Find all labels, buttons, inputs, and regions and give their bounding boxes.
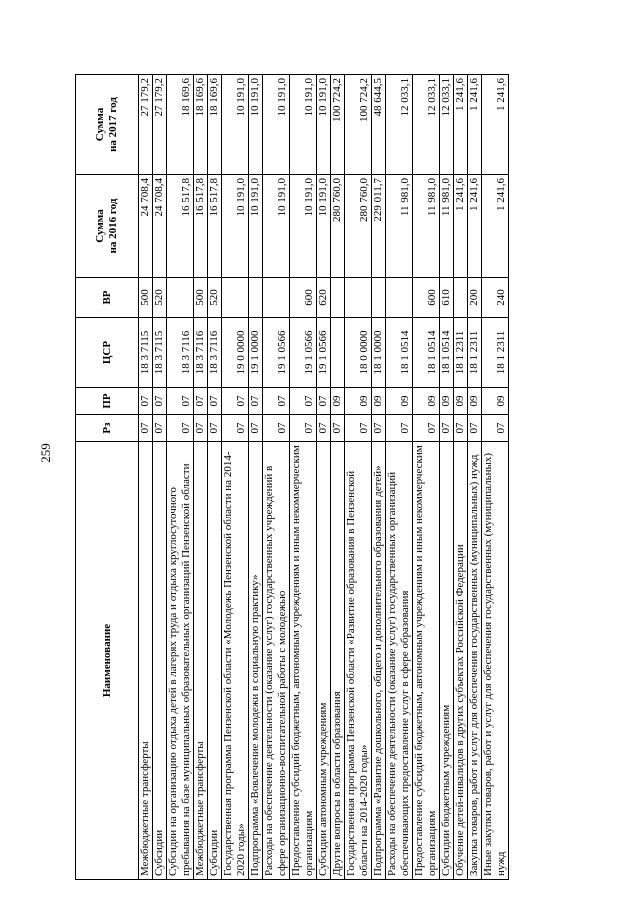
cell-csr: 18 1 0514 bbox=[413, 318, 440, 388]
cell-sum-2017: 27 179,2 bbox=[139, 75, 153, 175]
cell-rz: 07 bbox=[331, 415, 345, 442]
cell-csr: 18 1 0514 bbox=[386, 318, 413, 388]
budget-table bbox=[75, 74, 509, 880]
cell-pr: 07 bbox=[167, 388, 194, 415]
table-row bbox=[317, 75, 331, 880]
cell-sum-2016: 16 517,8 bbox=[167, 175, 194, 278]
cell-pr: 09 bbox=[331, 388, 345, 415]
cell-pr: 07 bbox=[194, 388, 208, 415]
cell-name: Подпрограмма «Вовлечение молодежи в социальную практику» bbox=[249, 442, 263, 880]
cell-vr: 610 bbox=[440, 278, 454, 318]
table-header-row bbox=[76, 75, 139, 880]
header-csr: ЦСР bbox=[76, 318, 139, 388]
cell-sum-2017: 18 169,6 bbox=[194, 75, 208, 175]
cell-name: Межбюджетные трансферты bbox=[194, 442, 208, 880]
cell-csr: 19 1 0566 bbox=[263, 318, 290, 388]
cell-name: Межбюджетные трансферты bbox=[139, 442, 153, 880]
cell-vr: 520 bbox=[153, 278, 167, 318]
cell-vr: 500 bbox=[139, 278, 153, 318]
cell-pr: 07 bbox=[153, 388, 167, 415]
cell-pr: 07 bbox=[139, 388, 153, 415]
cell-sum-2017: 10 191,0 bbox=[317, 75, 331, 175]
cell-rz: 07 bbox=[263, 415, 290, 442]
cell-csr: 19 1 0566 bbox=[290, 318, 317, 388]
header-pr: ПР bbox=[76, 388, 139, 415]
header-sum-2016: Сумма на 2016 год bbox=[76, 175, 139, 278]
cell-sum-2017: 48 644,5 bbox=[372, 75, 386, 175]
cell-name: Предоставление субсидий бюджетным, автономным учреждениям и иным некоммерческим организациям bbox=[290, 442, 317, 880]
cell-vr: 620 bbox=[317, 278, 331, 318]
cell-csr: 18 1 0514 bbox=[440, 318, 454, 388]
cell-rz: 07 bbox=[482, 415, 509, 442]
cell-sum-2017: 10 191,0 bbox=[222, 75, 249, 175]
cell-sum-2017: 100 724,2 bbox=[345, 75, 372, 175]
cell-sum-2017: 12 033,1 bbox=[440, 75, 454, 175]
cell-csr: 18 1 2311 bbox=[468, 318, 482, 388]
header-rz: Рз bbox=[76, 415, 139, 442]
cell-sum-2016: 10 191,0 bbox=[317, 175, 331, 278]
cell-vr: 200 bbox=[468, 278, 482, 318]
cell-rz: 07 bbox=[194, 415, 208, 442]
cell-sum-2017: 10 191,0 bbox=[290, 75, 317, 175]
cell-rz: 07 bbox=[468, 415, 482, 442]
page-number: 259 bbox=[38, 443, 53, 463]
table-row bbox=[440, 75, 454, 880]
table-row bbox=[249, 75, 263, 880]
cell-name: Другие вопросы в области образования bbox=[331, 442, 345, 880]
cell-csr: 19 0 0000 bbox=[222, 318, 249, 388]
cell-pr: 09 bbox=[413, 388, 440, 415]
cell-name: Подпрограмма «Развитие дошкольного, общего и дополнительного образования детей» bbox=[372, 442, 386, 880]
cell-sum-2017: 1 241,6 bbox=[468, 75, 482, 175]
cell-csr: 18 1 2311 bbox=[454, 318, 468, 388]
cell-pr: 07 bbox=[222, 388, 249, 415]
table-row bbox=[413, 75, 440, 880]
cell-name: Государственная программа Пензенской области «Молодежь Пензенской области на 2014-2020 годы» bbox=[222, 442, 249, 880]
header-name: Наименование bbox=[76, 442, 139, 880]
cell-sum-2017: 1 241,6 bbox=[482, 75, 509, 175]
table-row bbox=[167, 75, 194, 880]
cell-vr: 600 bbox=[290, 278, 317, 318]
cell-sum-2016: 10 191,0 bbox=[222, 175, 249, 278]
cell-vr bbox=[372, 278, 386, 318]
cell-rz: 07 bbox=[290, 415, 317, 442]
cell-sum-2017: 18 169,6 bbox=[167, 75, 194, 175]
cell-vr bbox=[222, 278, 249, 318]
cell-name: Закупка товаров, работ и услуг для обеспечения государственных (муниципальных) нужд bbox=[468, 442, 482, 880]
cell-rz: 07 bbox=[222, 415, 249, 442]
cell-sum-2017: 12 033,1 bbox=[413, 75, 440, 175]
table-row bbox=[372, 75, 386, 880]
table-row bbox=[331, 75, 345, 880]
header-sum-2017: Сумма на 2017 год bbox=[76, 75, 139, 175]
cell-csr: 19 1 0566 bbox=[317, 318, 331, 388]
cell-pr: 07 bbox=[249, 388, 263, 415]
cell-csr bbox=[331, 318, 345, 388]
cell-rz: 07 bbox=[372, 415, 386, 442]
cell-vr bbox=[249, 278, 263, 318]
cell-sum-2017: 18 169,6 bbox=[208, 75, 222, 175]
cell-pr: 09 bbox=[345, 388, 372, 415]
cell-rz: 07 bbox=[440, 415, 454, 442]
cell-sum-2016: 24 708,4 bbox=[139, 175, 153, 278]
cell-name: Субсидии bbox=[153, 442, 167, 880]
table-row bbox=[208, 75, 222, 880]
cell-sum-2016: 24 708,4 bbox=[153, 175, 167, 278]
cell-rz: 07 bbox=[345, 415, 372, 442]
table-row bbox=[194, 75, 208, 880]
cell-csr: 18 3 7116 bbox=[167, 318, 194, 388]
cell-sum-2017: 10 191,0 bbox=[249, 75, 263, 175]
cell-sum-2016: 1 241,6 bbox=[482, 175, 509, 278]
cell-sum-2016: 10 191,0 bbox=[263, 175, 290, 278]
table-row bbox=[454, 75, 468, 880]
cell-vr bbox=[454, 278, 468, 318]
cell-name: Субсидии bbox=[208, 442, 222, 880]
table-row bbox=[153, 75, 167, 880]
cell-vr: 500 bbox=[194, 278, 208, 318]
cell-csr: 18 1 2311 bbox=[482, 318, 509, 388]
cell-csr: 18 3 7115 bbox=[153, 318, 167, 388]
cell-name: Иные закупки товаров, работ и услуг для обеспечения государственных (муниципальных) нужд bbox=[482, 442, 509, 880]
cell-sum-2016: 16 517,8 bbox=[208, 175, 222, 278]
cell-sum-2016: 10 191,0 bbox=[249, 175, 263, 278]
cell-rz: 07 bbox=[454, 415, 468, 442]
cell-sum-2016: 11 981,0 bbox=[386, 175, 413, 278]
cell-pr: 09 bbox=[440, 388, 454, 415]
cell-csr: 18 1 0000 bbox=[372, 318, 386, 388]
cell-vr: 600 bbox=[413, 278, 440, 318]
cell-sum-2016: 16 517,8 bbox=[194, 175, 208, 278]
table-body bbox=[139, 75, 509, 880]
cell-vr: 520 bbox=[208, 278, 222, 318]
cell-vr bbox=[331, 278, 345, 318]
cell-sum-2016: 229 011,7 bbox=[372, 175, 386, 278]
cell-name: Предоставление субсидий бюджетным, автономным учреждениям и иным некоммерческим организациям bbox=[413, 442, 440, 880]
cell-pr: 07 bbox=[290, 388, 317, 415]
table-row bbox=[386, 75, 413, 880]
cell-name: Обучение детей-инвалидов в других субъектах Российской Федерации bbox=[454, 442, 468, 880]
cell-sum-2016: 1 241,6 bbox=[468, 175, 482, 278]
cell-rz: 07 bbox=[167, 415, 194, 442]
cell-name: Субсидии на организацию отдыха детей в лагерях труда и отдыха круглосуточного пребывания на базе муниципальных образовательных организаций Пензенской области bbox=[167, 442, 194, 880]
cell-rz: 07 bbox=[249, 415, 263, 442]
cell-pr: 09 bbox=[482, 388, 509, 415]
cell-sum-2017: 1 241,6 bbox=[454, 75, 468, 175]
cell-csr: 18 0 0000 bbox=[345, 318, 372, 388]
table-row bbox=[139, 75, 153, 880]
cell-rz: 07 bbox=[153, 415, 167, 442]
cell-rz: 07 bbox=[413, 415, 440, 442]
cell-sum-2016: 11 981,0 bbox=[413, 175, 440, 278]
cell-csr: 19 1 0000 bbox=[249, 318, 263, 388]
header-vr: ВР bbox=[76, 278, 139, 318]
cell-pr: 09 bbox=[372, 388, 386, 415]
table-row bbox=[263, 75, 290, 880]
table-row bbox=[222, 75, 249, 880]
cell-pr: 09 bbox=[468, 388, 482, 415]
cell-name: Субсидии бюджетным учреждениям bbox=[440, 442, 454, 880]
cell-rz: 07 bbox=[386, 415, 413, 442]
cell-rz: 07 bbox=[139, 415, 153, 442]
cell-sum-2017: 27 179,2 bbox=[153, 75, 167, 175]
cell-name: Государственная программа Пензенской области «Развитие образования в Пензенской области на 2014-2020 годы» bbox=[345, 442, 372, 880]
cell-pr: 07 bbox=[263, 388, 290, 415]
cell-sum-2016: 11 981,0 bbox=[440, 175, 454, 278]
cell-sum-2016: 1 241,6 bbox=[454, 175, 468, 278]
cell-sum-2017: 10 191,0 bbox=[263, 75, 290, 175]
cell-pr: 07 bbox=[317, 388, 331, 415]
cell-pr: 09 bbox=[454, 388, 468, 415]
cell-name: Расходы на обеспечение деятельности (оказание услуг) государственных учреждений в сфере организационно-воспитательной работы с молодежью bbox=[263, 442, 290, 880]
cell-sum-2017: 100 724,2 bbox=[331, 75, 345, 175]
cell-sum-2017: 12 033,1 bbox=[386, 75, 413, 175]
budget-table-container bbox=[75, 75, 560, 880]
cell-name: Расходы на обеспечение деятельности (оказание услуг) государственных организаций обеспечивающих предоставление услуг в сфере образования bbox=[386, 442, 413, 880]
cell-csr: 18 3 7116 bbox=[194, 318, 208, 388]
cell-vr bbox=[263, 278, 290, 318]
cell-name: Субсидии автономным учреждениям bbox=[317, 442, 331, 880]
table-row bbox=[482, 75, 509, 880]
cell-vr bbox=[345, 278, 372, 318]
cell-vr bbox=[386, 278, 413, 318]
table-row bbox=[290, 75, 317, 880]
cell-vr: 240 bbox=[482, 278, 509, 318]
cell-rz: 07 bbox=[208, 415, 222, 442]
cell-vr bbox=[167, 278, 194, 318]
cell-pr: 07 bbox=[208, 388, 222, 415]
cell-csr: 18 3 7116 bbox=[208, 318, 222, 388]
cell-sum-2016: 10 191,0 bbox=[290, 175, 317, 278]
cell-csr: 18 3 7115 bbox=[139, 318, 153, 388]
cell-sum-2016: 280 760,0 bbox=[345, 175, 372, 278]
cell-rz: 07 bbox=[317, 415, 331, 442]
table-row bbox=[468, 75, 482, 880]
cell-sum-2016: 280 760,0 bbox=[331, 175, 345, 278]
cell-pr: 09 bbox=[386, 388, 413, 415]
table-row bbox=[345, 75, 372, 880]
